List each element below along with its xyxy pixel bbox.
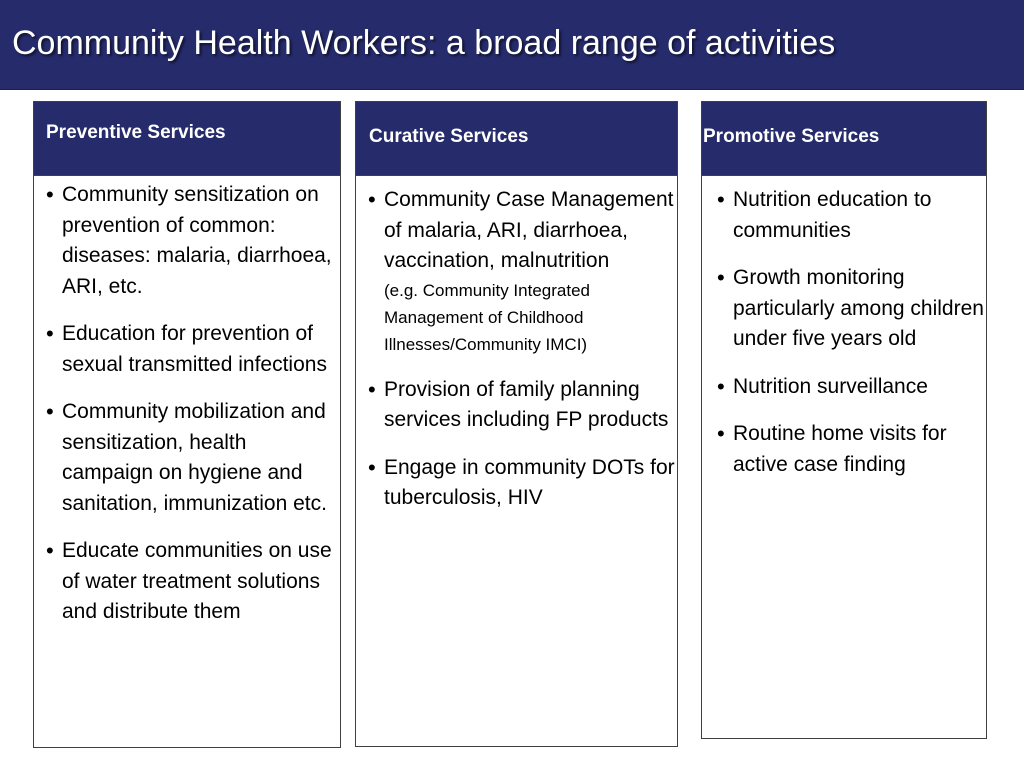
curative-services-column (355, 101, 678, 747)
promotive-services-header (702, 102, 986, 176)
curative-services-list (356, 176, 677, 514)
list-item (356, 453, 677, 514)
list-item: • Nutrition education to communities (702, 185, 986, 246)
list-item-text: Community Case Management of malaria, ARI, diarrhoea, vaccination, malnutrition (384, 188, 674, 272)
curative-services-heading: Curative Services (369, 126, 529, 147)
list-item: • Education for prevention of sexual transmitted infections (34, 319, 340, 380)
list-item-text: Engage in community DOTs for tuberculosis, HIV (384, 455, 675, 509)
list-item: • Routine home visits for active case finding (702, 419, 986, 480)
slide-title: Community Health Workers: a broad range of activities (12, 24, 836, 62)
list-item: • Growth monitoring particularly among children under five years old (702, 263, 986, 355)
curative-services-header (356, 102, 677, 176)
list-item (356, 375, 677, 436)
promotive-services-heading: Promotive Services (703, 126, 880, 147)
list-item-text: Provision of family planning services including FP products (384, 377, 669, 431)
list-item: • Community sensitization on prevention of common: diseases: malaria, diarrhoea, ARI, etc. (34, 180, 340, 302)
list-item: • Community mobilization and sensitization, health campaign on hygiene and sanitation, immunization etc. (34, 397, 340, 519)
preventive-services-heading: Preventive Services (46, 122, 226, 143)
list-item: • Nutrition surveillance (702, 372, 986, 403)
list-item-note: (e.g. Community Integrated Management of Childhood Illnesses/Community IMCI) (384, 280, 590, 354)
promotive-services-column (701, 101, 987, 739)
preventive-services-header (34, 102, 340, 176)
list-item: • Educate communities on use of water treatment solutions and distribute them (34, 536, 340, 628)
preventive-services-column (33, 101, 341, 748)
promotive-services-list (702, 176, 986, 480)
title-bar (0, 0, 1024, 90)
preventive-services-list (34, 176, 340, 628)
list-item (356, 185, 677, 358)
